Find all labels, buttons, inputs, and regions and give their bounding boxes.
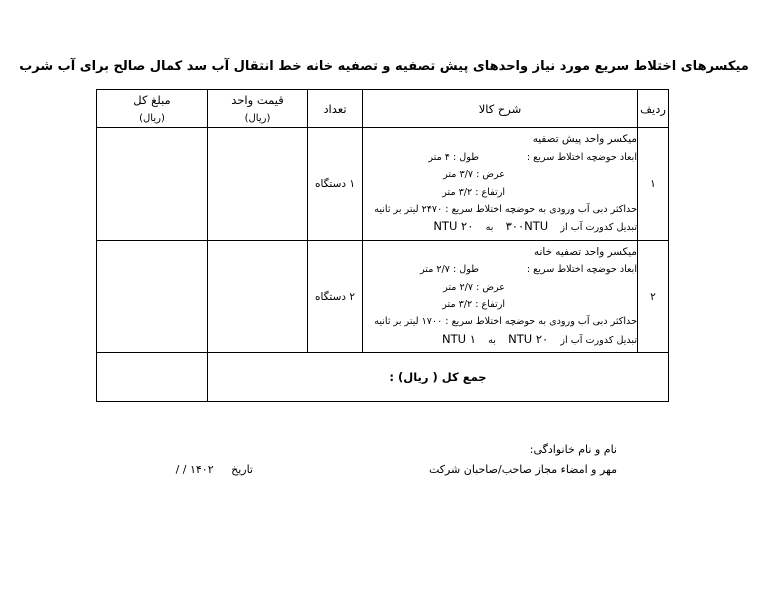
date-field — [150, 463, 253, 476]
sum-value-cell[interactable] — [97, 353, 208, 402]
document-title: میکسرهای اختلاط سریع مورد نیاز واحدهای پیش تصفیه و تصفیه خانه خط انتقال آب سد کمال صالح برای آب شرب — [19, 59, 749, 74]
item-quantity: ۱ دستگاه — [308, 128, 363, 241]
header-total-unit: (ریال) — [139, 113, 165, 124]
sum-label: جمع کل ( ریال) : — [208, 353, 669, 402]
dim-length: طول : ۲/۷ متر — [420, 264, 479, 276]
item-flow: حداکثر دبی آب ورودی به حوضچه اختلاط سریع : ۲۴۷۰ لیتر بر ثانیه — [374, 203, 637, 215]
item-flow: حداکثر دبی آب ورودی به حوضچه اختلاط سریع : ۱۷۰۰ لیتر بر ثانیه — [374, 316, 637, 328]
dim-length: طول : ۴ متر — [428, 151, 479, 163]
item-dimensions — [363, 149, 637, 166]
item-title: میکسر واحد تصفیه خانه — [533, 245, 637, 258]
dim-width: عرض : ۳/۷ متر — [443, 169, 505, 181]
items-table — [96, 89, 669, 402]
item-unit-price-cell[interactable] — [208, 128, 308, 241]
row-number: ۱ — [638, 128, 669, 241]
dim-height: ارتفاع : ۳/۲ متر — [442, 186, 505, 198]
date-value: ۱۴۰۲ / / — [175, 463, 214, 476]
table-header-row — [97, 90, 669, 128]
dim-width: عرض : ۲/۷ متر — [443, 281, 505, 293]
header-unit-price — [208, 90, 308, 128]
table-row — [97, 241, 669, 353]
header-total-label: مبلغ کل — [133, 93, 171, 107]
total-row — [97, 353, 669, 402]
turbidity-to: ۱ NTU — [442, 331, 476, 346]
turbidity-prefix: تبدیل کدورت آب از — [560, 334, 637, 346]
row-number: ۲ — [638, 241, 669, 353]
item-unit-price-cell[interactable] — [208, 241, 308, 353]
header-total — [97, 90, 208, 128]
turbidity-prefix: تبدیل کدورت آب از — [560, 222, 637, 234]
item-description — [363, 128, 638, 241]
header-description: شرح کالا — [363, 90, 638, 128]
item-description — [363, 241, 638, 353]
turbidity-mid: به — [485, 222, 494, 234]
header-unit-price-unit: (ریال) — [244, 113, 271, 124]
turbidity-to: ۲۰ NTU — [433, 219, 474, 234]
item-dimensions — [363, 261, 637, 278]
dims-label: ابعاد حوضچه اختلاط سریع : — [526, 264, 637, 276]
item-total-cell[interactable] — [97, 128, 208, 241]
dims-label: ابعاد حوضچه اختلاط سریع : — [526, 151, 637, 163]
item-turbidity — [363, 331, 637, 349]
turbidity-from: ۳۰۰NTU — [505, 219, 549, 234]
turbidity-from: ۲۰ NTU — [508, 331, 549, 346]
item-quantity: ۲ دستگاه — [308, 241, 363, 353]
turbidity-mid: به — [488, 334, 496, 346]
item-title: میکسر واحد پیش تصفیه — [532, 133, 637, 146]
date-label: تاریخ — [231, 463, 253, 476]
signature-label: مهر و امضاء مجاز صاحب/صاحبان شرکت — [428, 463, 617, 476]
header-row-number: ردیف — [638, 90, 669, 128]
header-quantity: تعداد — [308, 90, 363, 128]
name-label: نام و نام خانوادگی: — [529, 443, 617, 456]
header-unit-price-label: قیمت واحد — [231, 93, 284, 107]
dim-height: ارتفاع : ۳/۲ متر — [442, 299, 505, 310]
table-row — [97, 128, 669, 241]
item-total-cell[interactable] — [97, 241, 208, 353]
item-turbidity — [363, 218, 637, 236]
